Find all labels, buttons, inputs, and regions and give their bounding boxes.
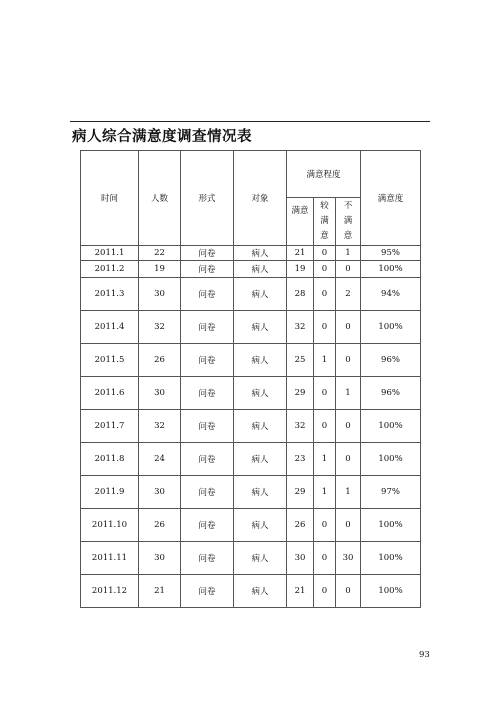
table-row: 2011.12 21 问卷 病人 21 0 0 100% <box>81 575 421 608</box>
table-row: 2011.9 30 问卷 病人 29 1 1 97% <box>81 476 421 509</box>
table-header-row <box>81 151 421 198</box>
table-row: 2011.4 32 问卷 病人 32 0 0 100% <box>81 311 421 344</box>
table-row: 2011.11 30 问卷 病人 30 0 30 100% <box>81 542 421 575</box>
table-row: 2011.1 22 问卷 病人 21 0 1 95% <box>81 246 421 261</box>
table-row: 2011.5 26 问卷 病人 25 1 0 96% <box>81 344 421 377</box>
satisfaction-table <box>80 150 421 608</box>
table-row: 2011.7 32 问卷 病人 32 0 0 100% <box>81 410 421 443</box>
header-satisfied: 满意 <box>287 198 314 246</box>
header-target: 对象 <box>234 151 287 246</box>
table-row: 2011.10 26 问卷 病人 26 0 0 100% <box>81 509 421 542</box>
table-row: 2011.2 19 问卷 病人 19 0 0 100% <box>81 261 421 278</box>
table-row: 2011.8 24 问卷 病人 23 1 0 100% <box>81 443 421 476</box>
document-title: 病人综合满意度调查情况表 <box>72 129 252 145</box>
header-form: 形式 <box>181 151 234 246</box>
header-time: 时间 <box>81 151 139 246</box>
header-not-satisfied: 不 满 意 <box>336 198 361 246</box>
header-count: 人数 <box>139 151 181 246</box>
top-rule <box>70 121 430 122</box>
header-degree: 满意程度 <box>287 151 361 198</box>
page-number: 93 <box>419 650 430 660</box>
header-fairly-satisfied: 较 满 意 <box>314 198 336 246</box>
table-row: 2011.3 30 问卷 病人 28 0 2 94% <box>81 278 421 311</box>
table-row: 2011.6 30 问卷 病人 29 0 1 96% <box>81 377 421 410</box>
header-rate: 满意度 <box>361 151 421 246</box>
